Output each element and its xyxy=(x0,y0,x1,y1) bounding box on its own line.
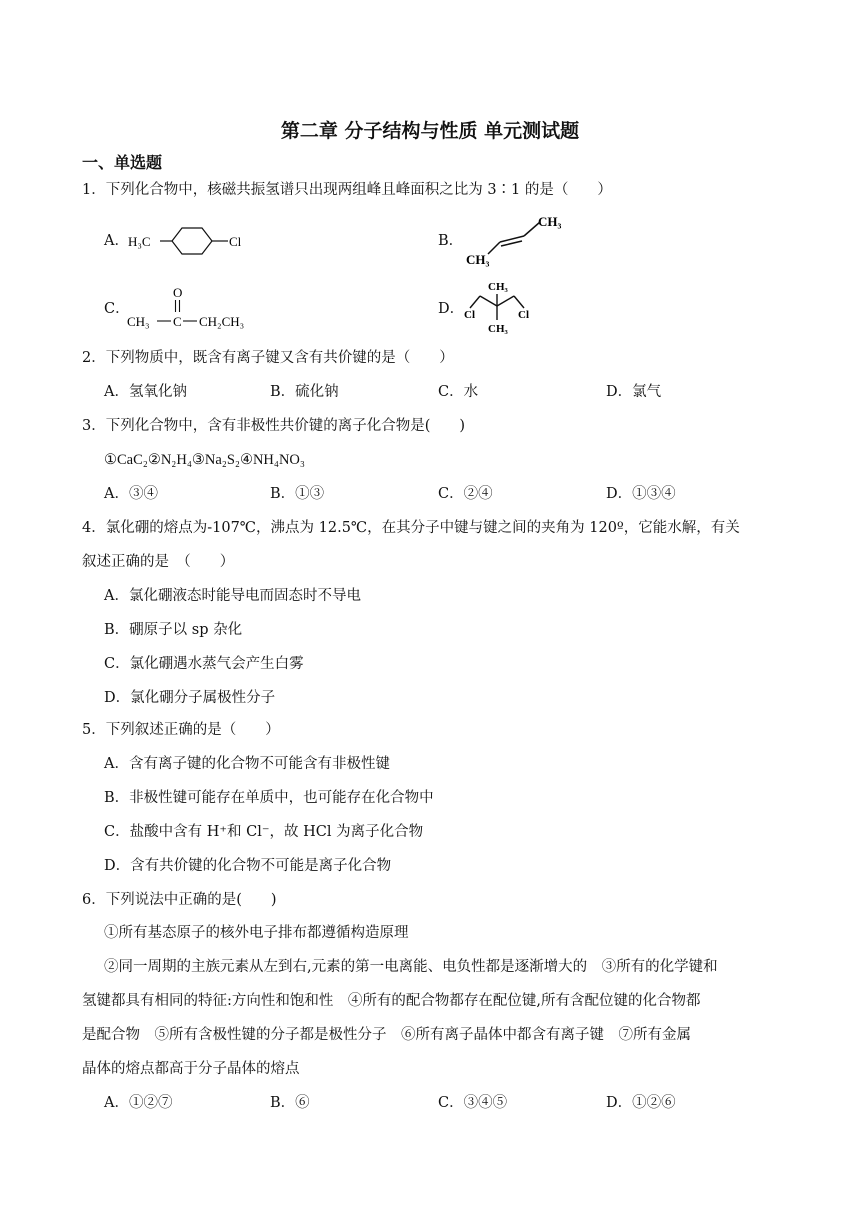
q6-statement-line2: ②同一周期的主族元素从左到右,元素的第一电离能、电负性都是逐渐增大的 ③所有的化学键和 xyxy=(104,959,718,975)
q5-option-c: C．盐酸中含有 H⁺和 Cl⁻，故 HCl 为离子化合物 xyxy=(104,824,424,840)
q6-option-a: A．①②⑦ xyxy=(104,1095,173,1111)
ch3-top-label: CH₃ xyxy=(538,214,562,229)
page-title: 第二章 分子结构与性质 单元测试题 xyxy=(280,120,580,142)
q6-option-c: C．③④⑤ xyxy=(438,1095,508,1111)
q1-option-c-label: C． xyxy=(104,301,130,317)
q4-option-b: B．硼原子以 sp 杂化 xyxy=(104,622,243,638)
oxygen-label: O xyxy=(173,285,183,300)
q4-option-c: C．氯化硼遇水蒸气会产生白雾 xyxy=(104,656,304,672)
cl-left-label: Cl xyxy=(464,309,475,321)
ch3-top-label: CH₃ xyxy=(488,281,508,293)
ch3-bottom-label: CH₃ xyxy=(488,323,508,335)
q6-statement-line3: 氢键都具有相同的特征:方向性和饱和性 ④所有的配合物都存在配位键,所有含配位键的化合物都 xyxy=(82,993,701,1009)
q1-option-b-structure xyxy=(462,210,582,270)
q1-option-b-label: B． xyxy=(438,233,464,249)
question-2-stem: 2．下列物质中，既含有离子键又含有共价键的是（ ） xyxy=(82,350,454,366)
q3-option-b: B．①③ xyxy=(270,486,325,502)
q3-option-c: C．②④ xyxy=(438,486,493,502)
question-4-stem-line1: 4．氯化硼的熔点为-107℃，沸点为 12.5℃，在其分子中键与键之间的夹角为 120º，它能水解，有关 xyxy=(82,520,740,536)
question-5-stem: 5．下列叙述正确的是（ ） xyxy=(82,722,280,738)
q2-option-b: B．硫化钠 xyxy=(270,384,339,400)
q5-option-d: D．含有共价键的化合物不可能是离子化合物 xyxy=(104,858,392,874)
q6-statement-line5: 晶体的熔点都高于分子晶体的熔点 xyxy=(82,1061,300,1077)
question-6-stem: 6．下列说法中正确的是( ) xyxy=(82,892,277,908)
q2-option-d: D．氯气 xyxy=(606,384,662,400)
carbonyl-c-label: C xyxy=(173,314,182,329)
q4-option-d: D．氯化硼分子属极性分子 xyxy=(104,690,276,706)
q3-option-a: A．③④ xyxy=(104,486,158,502)
q1-option-d-label: D． xyxy=(438,301,465,317)
ch2ch3-label: CH₂CH₃ xyxy=(199,314,245,329)
question-1-stem: 1．下列化合物中，核磁共振氢谱只出现两组峰且峰面积之比为 3∶1 的是（ ） xyxy=(82,182,612,198)
section-heading: 一、单选题 xyxy=(82,153,163,172)
q6-option-d: D．①②⑥ xyxy=(606,1095,676,1111)
question-3-stem: 3．下列化合物中，含有非极性共价键的离子化合物是( ) xyxy=(82,418,466,434)
cl-label: Cl xyxy=(229,234,242,249)
q3-option-d: D．①③④ xyxy=(606,486,676,502)
cl-right-label: Cl xyxy=(518,309,529,321)
q1-option-d-structure xyxy=(462,276,552,336)
q2-option-c: C．水 xyxy=(438,384,479,400)
ch3-label: CH₃ xyxy=(127,314,150,329)
q3-compound-list: ①CaC₂②N₂H₄③Na₂S₂④NH₄NO₃ xyxy=(104,452,305,468)
question-4-stem-line2: 叙述正确的是 （ ） xyxy=(82,554,235,570)
h3c-label: H₃C xyxy=(128,234,151,249)
q5-option-a: A．含有离子键的化合物不可能含有非极性键 xyxy=(104,756,390,772)
q4-option-a: A．氯化硼液态时能导电而固态时不导电 xyxy=(104,588,361,604)
q6-statement-line1: ①所有基态原子的核外电子排布都遵循构造原理 xyxy=(104,925,409,941)
q2-option-a: A．氢氧化钠 xyxy=(104,384,187,400)
q5-option-b: B．非极性键可能存在单质中，也可能存在化合物中 xyxy=(104,790,434,806)
q1-option-a-structure xyxy=(128,222,258,260)
ch3-bottom-label: CH₃ xyxy=(466,252,490,267)
q1-option-a-label: A． xyxy=(104,233,129,249)
q6-statement-line4: 是配合物 ⑤所有含极性键的分子都是极性分子 ⑥所有离子晶体中都含有离子键 ⑦所有金属 xyxy=(82,1027,691,1043)
q1-option-c-structure xyxy=(127,282,267,332)
q6-option-b: B．⑥ xyxy=(270,1095,310,1111)
